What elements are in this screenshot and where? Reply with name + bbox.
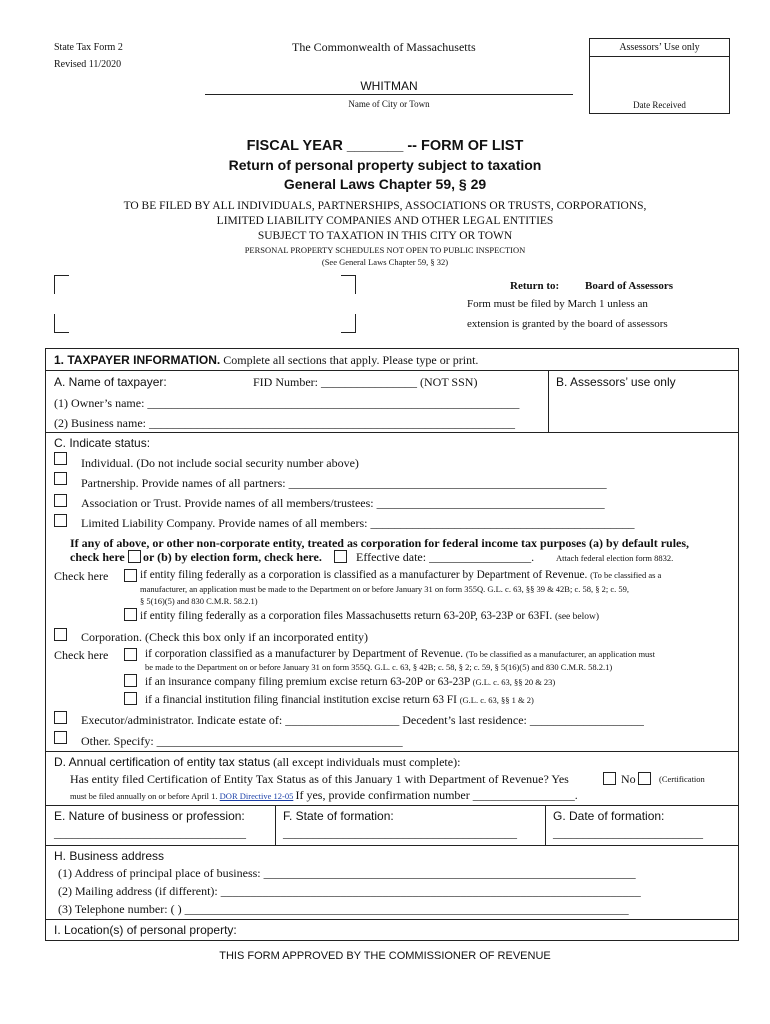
financial-label: if a financial institution filing financial institution excise return 63 FI — [145, 694, 457, 706]
filing-line-3: SUBJECT TO TAXATION IN THIS CITY OR TOWN — [257, 230, 513, 242]
insurance-checkbox[interactable] — [124, 674, 137, 687]
city-field[interactable]: WHITMAN — [360, 79, 418, 93]
executor-checkbox[interactable] — [54, 711, 67, 724]
other-checkbox[interactable] — [54, 731, 67, 744]
corporation-checkbox[interactable] — [54, 628, 67, 641]
manufacturer-entity-note-3: § 5(16)(5) and 830 C.M.R. 58.2.1) — [140, 596, 258, 606]
deadline-note-2: extension is granted by the board of assessors — [467, 318, 668, 330]
nature-of-business-label: E. Nature of business or profession: — [54, 809, 245, 823]
certification-deadline: must be filed annually on or before April 1. — [70, 791, 218, 801]
files-63-row — [140, 610, 599, 622]
city-label: Name of City or Town — [348, 99, 430, 109]
address-bracket-tr — [341, 275, 356, 294]
section-1-heading-row — [54, 353, 478, 368]
certification-no-checkbox[interactable] — [638, 772, 651, 785]
certification-note: (Certification — [659, 774, 705, 784]
nature-of-business-field[interactable]: ________________________________ — [54, 826, 246, 840]
divider-3 — [45, 751, 739, 752]
association-checkbox[interactable] — [54, 494, 67, 507]
individual-checkbox[interactable] — [54, 452, 67, 465]
state-of-formation-field[interactable]: _______________________________________ — [283, 826, 517, 840]
partnership-checkbox[interactable] — [54, 472, 67, 485]
divider-2 — [45, 432, 739, 433]
dor-directive-link[interactable]: DOR Directive 12-05 — [219, 791, 294, 801]
address-bracket-br — [341, 314, 356, 333]
files-63-label: if entity filing federally as a corporation files Massachusetts return 63-20P, 63-23P or 63FI. — [140, 610, 553, 622]
manufacturer-corp-note: (To be classified as a manufacturer, an application must — [465, 649, 655, 659]
certification-heading: D. Annual certification of entity tax status — [54, 755, 271, 769]
check-here-label-1: Check here — [54, 569, 109, 583]
files-63-checkbox[interactable] — [124, 608, 137, 621]
fid-number-field[interactable]: FID Number: ________________ (NOT SSN) — [253, 375, 478, 389]
business-address-label: H. Business address — [54, 849, 165, 863]
effective-date-field[interactable]: Effective date: _________________. — [356, 550, 535, 564]
form-subtitle: Return of personal property subject to taxation — [228, 157, 542, 173]
state-of-formation-label: F. State of formation: — [283, 809, 394, 823]
certification-paren: (all except individuals must complete): — [273, 755, 461, 769]
fiscal-year-title: FISCAL YEAR _______ -- FORM OF LIST — [246, 138, 524, 154]
certification-question: Has entity filed Certification of Entity Tax Status as of this January 1 with Department of Revenue? Yes — [70, 772, 569, 786]
revised-date: Revised 11/2020 — [54, 59, 122, 70]
divider-1 — [45, 370, 739, 371]
attach-8832-note: Attach federal election form 8832. — [556, 553, 674, 563]
check-here-default-label: check here — [70, 550, 125, 564]
llc-field[interactable]: Limited Liability Company. Provide names of all members: ____________________________________________ — [81, 516, 635, 530]
files-63-note: (see below) — [554, 612, 600, 622]
individual-label: Individual. (Do not include social security number above) — [81, 456, 359, 470]
election-form-checkbox[interactable] — [334, 550, 347, 563]
telephone-field[interactable]: (3) Telephone number: ( ) __________________________________________________________________________ — [58, 902, 629, 916]
llc-checkbox[interactable] — [54, 514, 67, 527]
certification-line-3 — [70, 788, 578, 803]
filing-line-5: (See General Laws Chapter 59, § 32) — [321, 257, 449, 267]
manufacturer-corp-row — [145, 648, 655, 660]
form-id: State Tax Form 2 — [54, 42, 123, 53]
address-bracket-bl — [54, 314, 69, 333]
certification-no-label: No — [621, 772, 636, 786]
return-to-value: Board of Assessors — [585, 280, 674, 292]
property-location-label: I. Location(s) of personal property: — [54, 923, 237, 937]
financial-row — [145, 694, 534, 706]
association-field[interactable]: Association or Trust. Provide names of all members/trustees: ______________________________________ — [81, 496, 605, 510]
manufacturer-corp-checkbox[interactable] — [124, 648, 137, 661]
financial-note: (G.L. c. 63, §§ 1 & 2) — [459, 695, 534, 705]
commonwealth-title: The Commonwealth of Massachusetts — [292, 40, 476, 54]
certification-heading-row — [54, 755, 460, 770]
assessors-use-only-label: B. Assessors’ use only — [556, 375, 676, 389]
business-name-field[interactable]: (2) Business name: _____________________________________________________________ — [54, 416, 515, 430]
approval-footer: THIS FORM APPROVED BY THE COMMISSIONER OF REVENUE — [219, 950, 551, 962]
city-underline — [205, 94, 573, 95]
filing-line-2: LIMITED LIABILITY COMPANIES AND OTHER LEGAL ENTITIES — [216, 215, 554, 227]
noncorp-line-1: If any of above, or other non-corporate entity, treated as corporation for federal income tax purposes (a) by default rules, — [70, 536, 690, 550]
manufacturer-entity-note-2: manufacturer, an application must be made to the Department on or before January 31 on form 355Q. G.L. c. 63, §§ 39 & 42B; c. 58, § 2; c. 59, — [140, 584, 629, 594]
date-received-label: Date Received — [633, 100, 686, 110]
assessors-use-title: Assessors’ Use only — [590, 39, 729, 57]
default-rules-checkbox[interactable] — [128, 550, 141, 563]
address-bracket-tl — [54, 275, 69, 294]
certification-yes-checkbox[interactable] — [603, 772, 616, 785]
assessors-use-box — [589, 38, 730, 114]
manufacturer-corp-note-2: be made to the Department on or before January 31 on form 355Q. G.L. c. 63, § 42B; c. 58, § 2; c. 59, § 5(16)(5) and 830 C.M.R. 58.2.1) — [145, 662, 613, 672]
return-to-label: Return to: — [510, 280, 560, 292]
insurance-row — [145, 676, 555, 688]
filing-line-4: PERSONAL PROPERTY SCHEDULES NOT OPEN TO PUBLIC INSPECTION — [244, 245, 526, 255]
manufacturer-entity-note: (To be classified as a — [590, 570, 662, 580]
taxpayer-name-label: A. Name of taxpayer: — [54, 375, 167, 389]
manufacturer-entity-checkbox[interactable] — [124, 569, 137, 582]
date-of-formation-field[interactable]: _________________________ — [553, 826, 703, 840]
manufacturer-entity-label: if entity filing federally as a corporation is classified as a manufacturer by Department of Revenue. — [140, 569, 588, 581]
insurance-note: (G.L. c. 63, §§ 20 & 23) — [472, 677, 556, 687]
filing-line-1: TO BE FILED BY ALL INDIVIDUALS, PARTNERSHIPS, ASSOCIATIONS OR TRUSTS, CORPORATIONS, — [123, 200, 647, 212]
manufacturer-entity-row — [140, 569, 661, 581]
election-form-label: or (b) by election form, check here. — [143, 550, 322, 564]
other-field[interactable]: Other. Specify: _________________________________________ — [81, 734, 403, 748]
divider-4 — [45, 805, 739, 806]
insurance-label: if an insurance company filing premium excise return 63-20P or 63-23P — [145, 676, 470, 688]
principal-address-field[interactable]: (1) Address of principal place of business: ______________________________________________________________ — [58, 866, 636, 880]
executor-field[interactable]: Executor/administrator. Indicate estate of: ___________________ Decedent’s last residence: ___________________ — [81, 713, 644, 727]
section-1-instruction: Complete all sections that apply. Please type or print. — [223, 353, 479, 367]
status-label: C. Indicate status: — [54, 436, 151, 450]
check-here-label-2: Check here — [54, 648, 109, 662]
corporation-label: Corporation. (Check this box only if an incorporated entity) — [81, 630, 368, 644]
ef-divider — [275, 805, 276, 845]
partnership-field[interactable]: Partnership. Provide names of all partners: _____________________________________________________ — [81, 476, 607, 490]
confirmation-number-field[interactable]: If yes, provide confirmation number _________________. — [295, 788, 578, 802]
divider-6 — [45, 919, 739, 920]
assessors-column-divider — [548, 370, 549, 432]
divider-5 — [45, 845, 739, 846]
owner-name-field[interactable]: (1) Owner’s name: ______________________________________________________________ — [54, 396, 520, 410]
financial-checkbox[interactable] — [124, 692, 137, 705]
fg-divider — [545, 805, 546, 845]
law-reference: General Laws Chapter 59, § 29 — [283, 176, 487, 192]
mailing-address-field[interactable]: (2) Mailing address (if different): ______________________________________________________________________ — [58, 884, 641, 898]
deadline-note-1: Form must be filed by March 1 unless an — [467, 298, 648, 310]
manufacturer-corp-label: if corporation classified as a manufacturer by Department of Revenue. — [145, 648, 464, 660]
date-of-formation-label: G. Date of formation: — [553, 809, 665, 823]
section-1-heading: 1. TAXPAYER INFORMATION. — [54, 353, 221, 367]
